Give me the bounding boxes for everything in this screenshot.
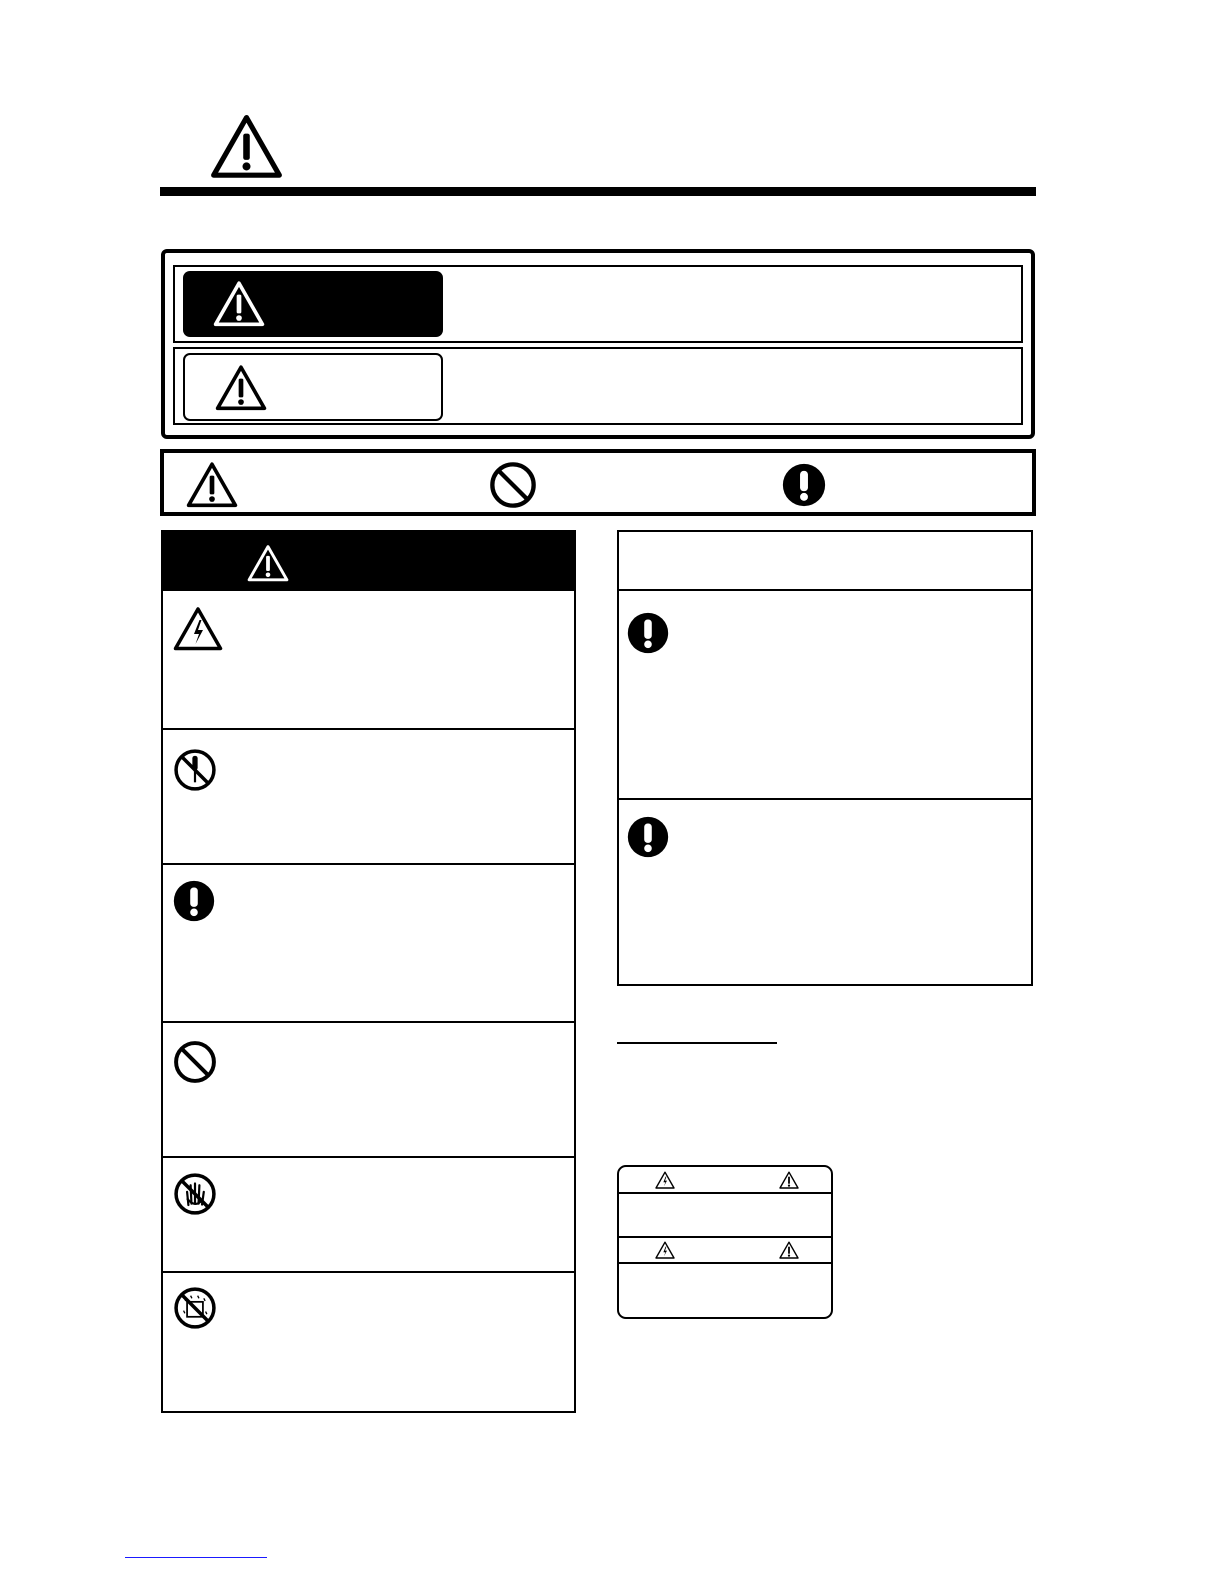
title-warning-icon	[210, 112, 283, 180]
item-divider	[163, 1271, 574, 1273]
no-disassembly-icon	[173, 748, 217, 792]
section-heading-underline	[617, 1042, 777, 1044]
warning-triangle-small-icon	[779, 1241, 799, 1259]
electric-shock-small-icon	[655, 1171, 675, 1189]
warning-panel-header	[163, 532, 574, 591]
mandatory-action-icon	[173, 880, 215, 922]
label-band-rule	[619, 1262, 831, 1264]
legend-badge-filled	[183, 271, 443, 337]
mandatory-action-icon	[782, 463, 826, 507]
signal-word-legend	[161, 249, 1035, 439]
legend-row-warning	[173, 265, 1023, 343]
no-wet-hands-icon	[173, 1172, 217, 1216]
item-divider	[163, 1156, 574, 1158]
item-divider	[163, 728, 574, 730]
warning-triangle-small-icon	[779, 1171, 799, 1189]
warning-triangle-icon	[215, 364, 267, 411]
symbol-explanation-strip	[160, 449, 1036, 516]
legend-badge-outlined	[183, 353, 443, 421]
prohibition-icon	[173, 1040, 217, 1084]
prohibition-icon	[489, 461, 537, 509]
warning-triangle-icon	[247, 544, 289, 582]
warning-triangle-icon	[213, 280, 265, 327]
warning-triangle-icon	[186, 461, 238, 508]
electric-shock-small-icon	[655, 1241, 675, 1259]
legend-row-caution	[173, 347, 1023, 425]
item-divider	[619, 798, 1031, 800]
item-divider	[163, 863, 574, 865]
mandatory-action-icon	[627, 816, 669, 858]
caution-panel	[617, 530, 1033, 986]
caution-panel-header-rule	[619, 589, 1031, 591]
title-rule	[160, 187, 1036, 196]
no-water-icon	[173, 1286, 217, 1330]
warning-label-illustration	[617, 1165, 833, 1319]
mandatory-action-icon	[627, 612, 669, 654]
label-band-rule	[619, 1236, 831, 1238]
label-band-rule	[619, 1192, 831, 1194]
electric-shock-icon	[173, 606, 223, 651]
warning-panel	[161, 530, 576, 1413]
item-divider	[163, 1021, 574, 1023]
footer-link-underline[interactable]	[125, 1557, 267, 1558]
